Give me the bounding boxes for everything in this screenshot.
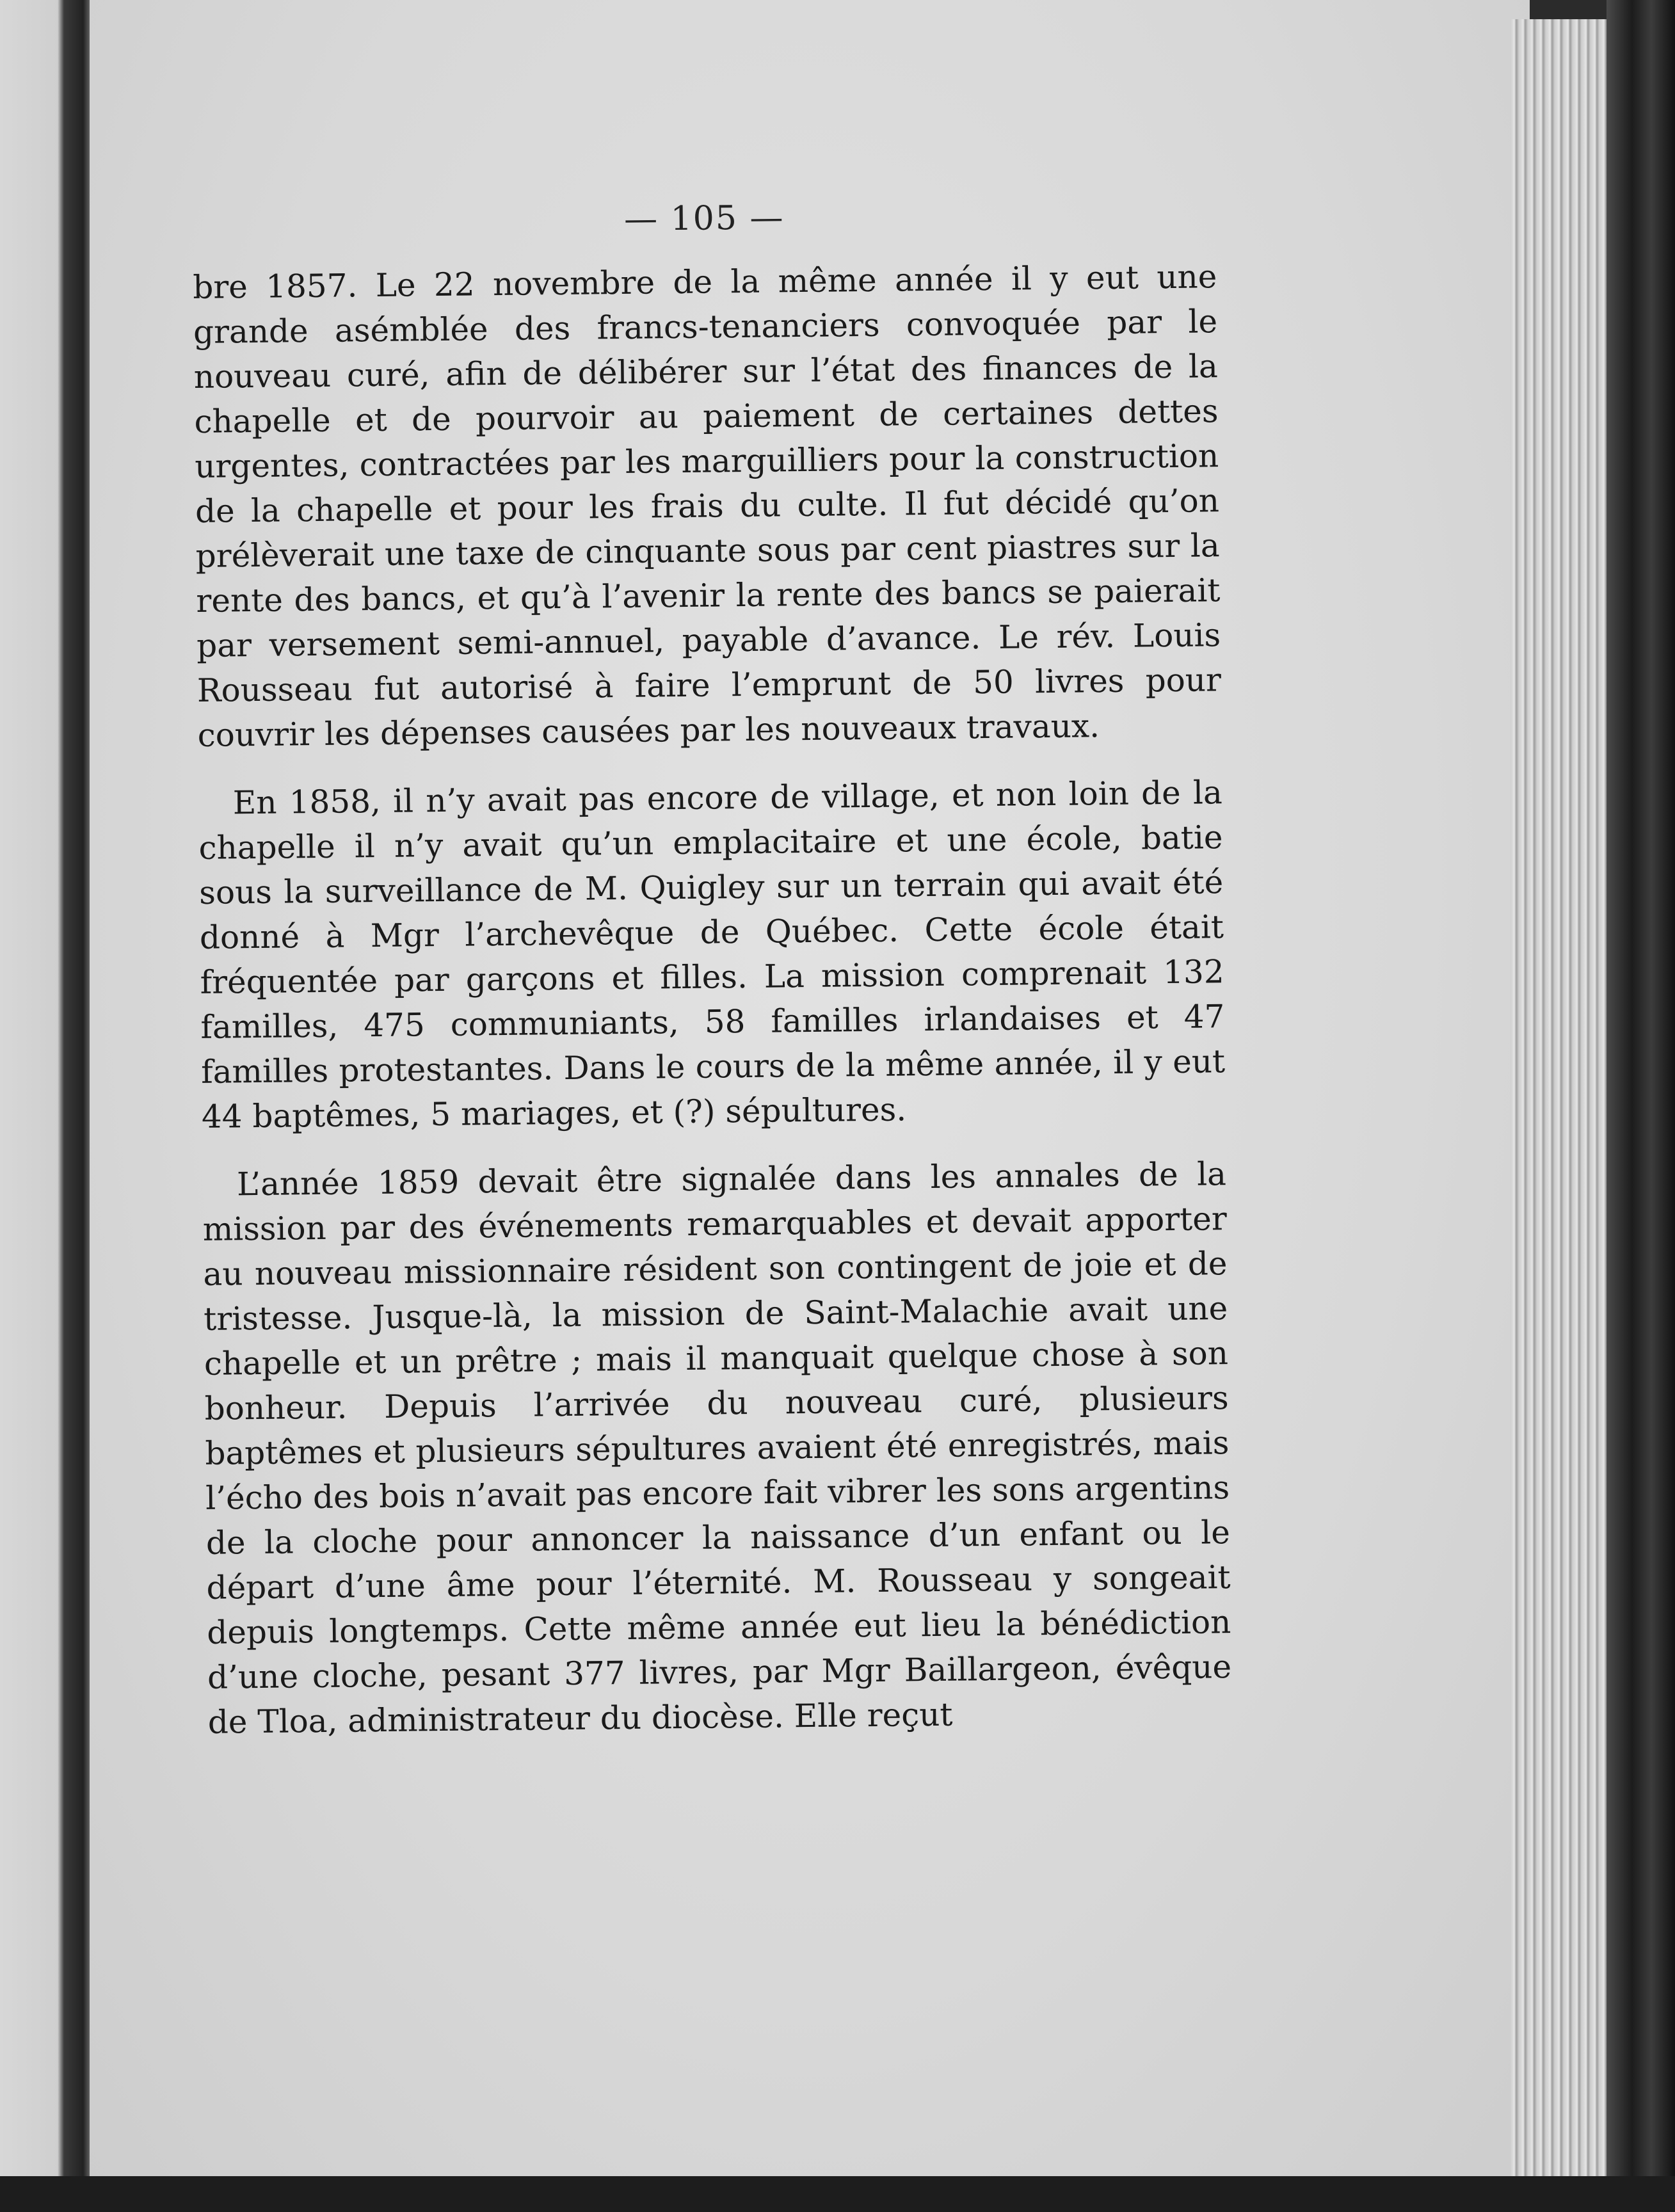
scan-bottom-border	[0, 2176, 1675, 2212]
paragraph-2: En 1858, il n’y avait pas encore de village, et non loin de la chapelle il n’y avait qu’un emplacitaire et une école, batie sous la surveillance de M. Quigley sur un terrain qui avait été donné à Mgr l’archevêque de Québec. Cette école était fréquentée par garçons et filles. La mission comprenait 132 familles, 475 communiants, 58 familles irlandaises et 47 familles protestantes. Dans le cours de la même année, il y eut 44 baptêmes, 5 mariages, et (?) sépultures.	[198, 774, 1226, 1135]
book-binding-left	[0, 0, 96, 2212]
book-cover-edge	[1607, 0, 1675, 2212]
paragraph-3: L’année 1859 devait être signalée dans les annales de la mission par des événements remarquables et devait apporter au nouveau missionnaire résident son contingent de joie et de tristesse. Jusque-là, la mission de Saint-Malachie avait une chapelle et un prêtre ; mais il manquait quelque chose à son bonheur. Depuis l’arrivée du nouveau curé, plusieurs baptêmes et plusieurs sépultures avaient été enregistrés, mais l’écho des bois n’avait pas encore fait vibrer les sons argentins de la cloche pour annoncer la naissance d’un enfant ou le départ d’une âme pour l’éternité. M. Rousseau y songeait depuis longtemps. Cette même année eut lieu la bénédiction d’une cloche, pesant 377 livres, par Mgr Baillargeon, évêque de Tloa, administrateur du diocèse. Elle reçut	[202, 1155, 1232, 1741]
paragraph-1: bre 1857. Le 22 novembre de la même année il y eut une grande asémblée des francs-tenanciers convoquée par le nouveau curé, afin de délibérer sur l’état des finances de la chapelle et de pourvoir au paiement de certaines dettes urgentes, contractées par les marguilliers pour la construction de la chapelle et pour les frais du culte. Il fut décidé qu’on prélèverait une taxe de cinquante sous par cent piastres sur la rente des bancs, et qu’à l’avenir la rente des bancs se paierait par versement semi-annuel, payable d’avance. Le rév. Louis Rousseau fut autorisé à faire l’emprunt de 50 livres pour couvrir les dépenses causées par les nouveaux travaux.	[193, 258, 1222, 754]
page-edges-stack	[1511, 19, 1607, 2195]
page-text-block	[192, 194, 1232, 1768]
page-number: — 105 —	[623, 198, 785, 239]
